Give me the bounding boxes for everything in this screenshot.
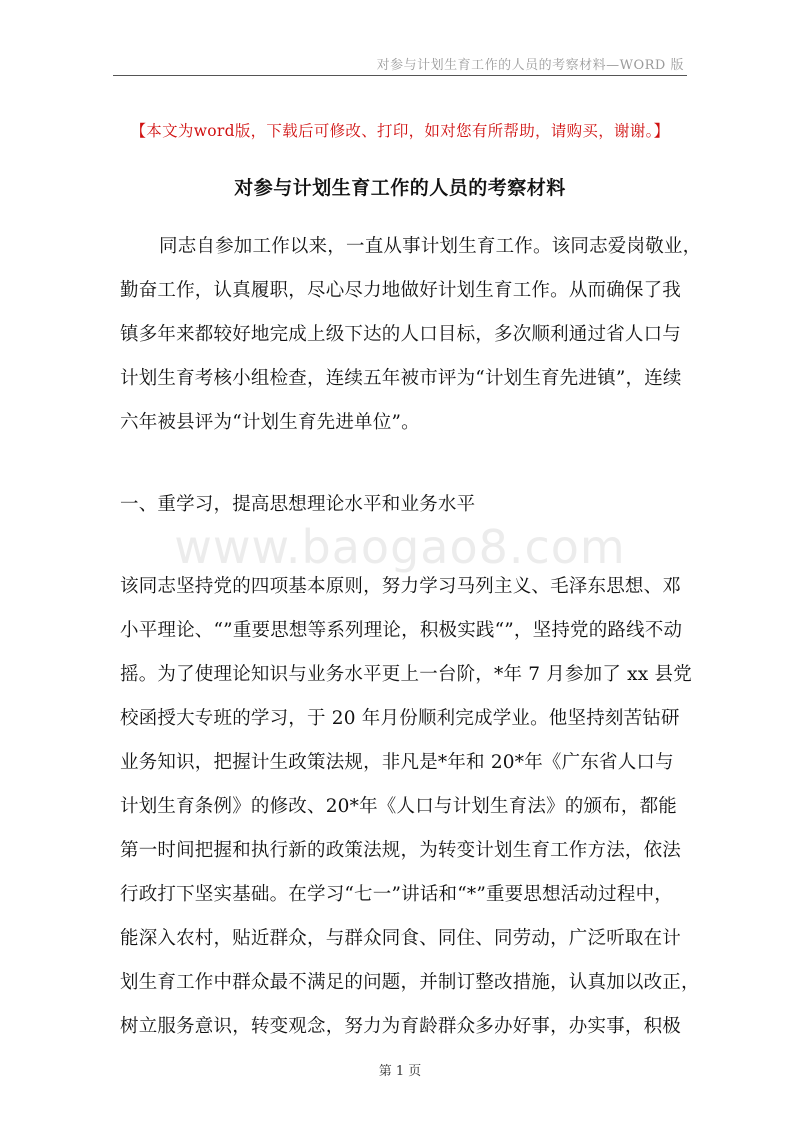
paragraph-line: 六年被县评为“计划生育先进单位”。 [120, 412, 420, 433]
header-divider [113, 75, 687, 76]
paragraph-line: 能深入农村，贴近群众，与群众同食、同住、同劳动，广泛听取在计 [120, 928, 682, 949]
paragraph-line: 业务知识，把握计生政策法规，非凡是*年和 20*年《广东省人口与 [120, 752, 674, 773]
paragraph-line: 镇多年来都较好地完成上级下达的人口目标，多次顺利通过省人口与 [120, 324, 682, 345]
paragraph-line: 同志自参加工作以来，一直从事计划生育工作。该同志爱岗敬业， [159, 236, 702, 257]
paragraph-line: 第一时间把握和执行新的政策法规，为转变计划生育工作方法，依法 [120, 840, 682, 861]
paragraph-line: 计划生育条例》的修改、20*年《人口与计划生育法》的颁布，都能 [120, 796, 677, 817]
paragraph-line: 行政打下坚实基础。在学习“七一”讲话和“*”重要思想活动过程中， [120, 884, 673, 905]
paragraph-line: 该同志坚持党的四项基本原则，努力学习马列主义、毛泽东思想、邓 [120, 576, 682, 597]
paragraph-line: 小平理论、“”重要思想等系列理论，积极实践“”，坚持党的路线不动 [120, 620, 683, 641]
running-header: 对参与计划生育工作的人员的考察材料—WORD 版 [376, 58, 684, 73]
page-number: 第 1 页 [378, 1064, 422, 1079]
paragraph-line: 摇。为了使理论知识与业务水平更上一台阶，*年 7 月参加了 xx 县党 [120, 664, 692, 685]
paragraph-line: 校函授大专班的学习，于 20 年月份顺利完成学业。他坚持刻苦钻研 [120, 708, 680, 729]
paragraph-line: 划生育工作中群众最不满足的问题，并制订整改措施，认真加以改正， [120, 972, 700, 993]
document-title: 对参与计划生育工作的人员的考察材料 [234, 177, 566, 199]
paragraph-line: 勤奋工作，认真履职，尽心尽力地做好计划生育工作。从而确保了我 [120, 280, 682, 301]
paragraph-line: 计划生育考核小组检查，连续五年被市评为“计划生育先进镇”，连续 [120, 368, 682, 389]
download-notice: 【本文为word版，下载后可修改、打印，如对您有所帮助，请购买，谢谢。】 [130, 122, 670, 140]
watermark: www.baogao8.com [174, 520, 626, 574]
paragraph-line: 树立服务意识，转变观念，努力为育龄群众多办好事，办实事，积极 [120, 1016, 682, 1037]
section-heading: 一、重学习，提高思想理论水平和业务水平 [120, 494, 476, 515]
